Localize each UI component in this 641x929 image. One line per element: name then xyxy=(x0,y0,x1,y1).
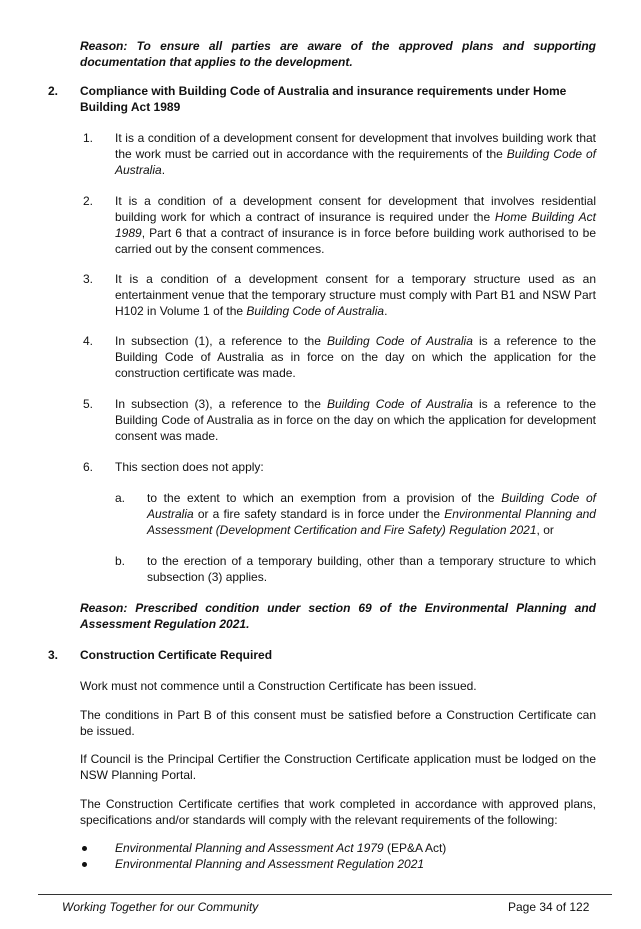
section-2-heading: Compliance with Building Code of Australia and insurance requirements under Home Building Act 1989 xyxy=(80,84,567,114)
sub-item-letter: b. xyxy=(115,554,126,568)
text-run: It is a condition of a development consent for development that involves residential building work for which a contract of insurance is required under the xyxy=(115,194,596,224)
text-run: . xyxy=(161,163,166,177)
italic-text: Building Code of Australia xyxy=(327,334,473,348)
text-run: (EP&A Act) xyxy=(383,841,447,855)
item-text xyxy=(115,333,596,381)
section-3-heading: Construction Certificate Required xyxy=(80,648,273,662)
section-3-number: 3. xyxy=(48,648,59,662)
text-run: In subsection (1), a reference to the xyxy=(115,334,327,348)
paragraph: If Council is the Principal Certifier the Construction Certificate application must be lodged on the NSW Planning Portal. xyxy=(80,752,596,782)
bullet-icon xyxy=(82,862,87,867)
reason-prescribed-condition: Reason: Prescribed condition under section 69 of the Environmental Planning and Assessment Regulation 2021. xyxy=(80,601,596,631)
italic-text: Building Code of Australia xyxy=(327,397,473,411)
text-run: to the extent to which an exemption from a provision of the xyxy=(147,491,502,505)
text-run: , Part 6 that a contract of insurance is in force before building work authorised to be carried out by the consent commences. xyxy=(115,226,596,256)
reason-approved-plans: Reason: To ensure all parties are aware of the approved plans and supporting documentation that applies to the development. xyxy=(80,39,596,69)
bullet-icon xyxy=(82,846,87,851)
paragraph: Work must not commence until a Construction Certificate has been issued. xyxy=(80,679,477,693)
paragraph: The Construction Certificate certifies that work completed in accordance with approved plans, specifications and/or standards will comply with the relevant requirements of the following: xyxy=(80,797,596,827)
italic-text: Environmental Planning and Assessment (Development Certification and Fire Safety) Regulation 2021 xyxy=(147,507,596,537)
item-number: 5. xyxy=(83,397,94,411)
text-run: In subsection (3), a reference to the xyxy=(115,397,327,411)
text-run: , or xyxy=(536,523,554,537)
text-run: . xyxy=(384,304,388,318)
text-run: This section does not apply: xyxy=(115,460,264,474)
italic-text: Home Building Act 1989 xyxy=(115,210,596,240)
text-run: to the erection of a temporary building, other than a temporary structure to which subsection (3) applies. xyxy=(147,554,596,584)
text-run: It is a condition of a development consent for development that involves building work that the work must be carried out in accordance with the requirements of the xyxy=(115,131,596,161)
sub-item-text xyxy=(147,490,596,538)
item-text xyxy=(115,271,596,319)
italic-text: Building Code of Australia xyxy=(246,304,385,318)
item-text xyxy=(115,396,596,444)
footer-slogan: Working Together for our Community xyxy=(62,900,259,914)
text-run: or a fire safety standard is in force under the xyxy=(193,507,445,521)
section-2-number: 2. xyxy=(48,84,59,98)
item-number: 2. xyxy=(83,194,94,208)
text-run: It is a condition of a development consent for a temporary structure used as an entertainment venue that the temporary structure must comply with Part B1 and NSW Part H102 in Volume 1 of the xyxy=(115,272,596,318)
text-run: is a reference to the Building Code of Australia as in force on the day on which the application for the construction certificate was made. xyxy=(115,334,596,380)
item-text xyxy=(115,130,596,178)
italic-text: Building Code of Australia xyxy=(115,147,596,177)
item-text xyxy=(115,459,596,475)
bullet-text xyxy=(115,840,596,856)
text-run: is a reference to the Building Code of Australia as in force on the day on which the application for development consent was made. xyxy=(115,397,596,443)
item-number: 1. xyxy=(83,131,94,145)
italic-text: Building Code of Australia xyxy=(147,491,596,521)
item-number: 3. xyxy=(83,272,94,286)
item-number: 6. xyxy=(83,460,94,474)
sub-item-text xyxy=(147,553,596,585)
page-number: Page 34 of 122 xyxy=(508,900,590,914)
bullet-text xyxy=(115,856,596,872)
paragraph: The conditions in Part B of this consent must be satisfied before a Construction Certificate can be issued. xyxy=(80,708,596,738)
italic-text: Environmental Planning and Assessment Regulation 2021 xyxy=(115,857,425,871)
footer-divider xyxy=(38,894,612,895)
item-text xyxy=(115,193,596,257)
sub-item-letter: a. xyxy=(115,491,126,505)
italic-text: Environmental Planning and Assessment Act 1979 xyxy=(115,841,384,855)
item-number: 4. xyxy=(83,334,94,348)
